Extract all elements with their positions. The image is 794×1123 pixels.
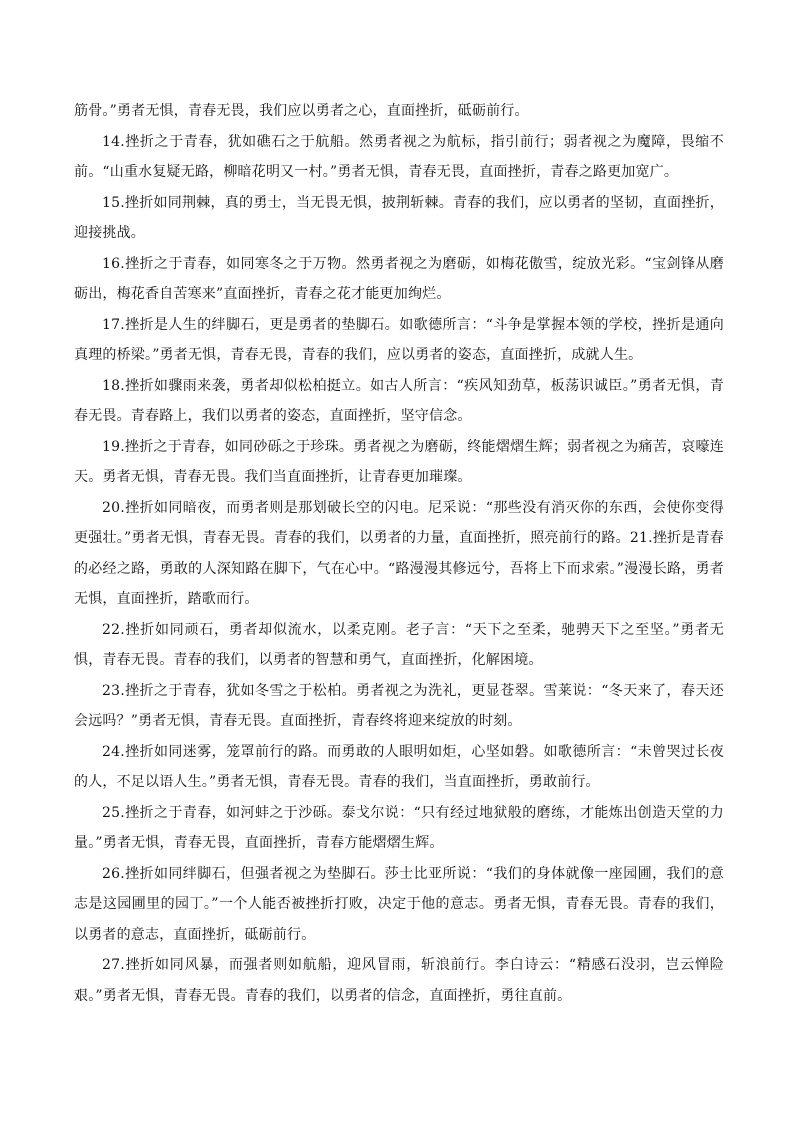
paragraph-22: 22.挫折如同顽石，勇者却似流水，以柔克刚。老子言：“天下之至柔，驰骋天下之至坚。”勇者无惧，青春无畏。青春的我们，以勇者的智慧和勇气，直面挫折，化解困境。 <box>74 621 724 668</box>
paragraph-24: 24.挫折如同迷雾，笼罩前行的路。而勇敢的人眼明如炬，心坚如磐。如歌德所言：“未曾哭过长夜的人，不足以语人生。”勇者无惧，青春无畏。青春的我们，当直面挫折，勇敢前行。 <box>74 743 724 790</box>
paragraph-continuation: 筋骨。”勇者无惧，青春无畏，我们应以勇者之心，直面挫折，砥砺前行。 <box>74 103 529 119</box>
paragraph-25: 25.挫折之于青春，如河蚌之于沙砾。泰戈尔说：“只有经过地狱般的磨练，才能炼出创造天堂的力量。”勇者无惧，青春无畏，直面挫折，青春方能熠熠生辉。 <box>74 804 724 851</box>
paragraph-17: 17.挫折是人生的绊脚石，更是勇者的垫脚石。如歌德所言：“斗争是掌握本领的学校，挫折是通向真理的桥梁。”勇者无惧，青春无畏，青春的我们，应以勇者的姿态，直面挫折，成就人生。 <box>74 316 724 363</box>
paragraph-20-21: 20.挫折如同暗夜，而勇者则是那划破长空的闪电。尼采说：“那些没有消灭你的东西，会使你变得更强壮。”勇者无惧，青春无畏。青春的我们，以勇者的力量，直面挫折，照亮前行的路。21.挫折是青春的必经之路，勇敢的人深知路在脚下，气在心中。“路漫漫其修远兮，吾将上下而求索。”漫漫长路，勇者无惧，直面挫折，踏歌而行。 <box>74 499 724 607</box>
paragraph-14: 14.挫折之于青春，犹如礁石之于航船。然勇者视之为航标，指引前行；弱者视之为魔障，畏缩不前。“山重水复疑无路，柳暗花明又一村。”勇者无惧，青春无畏，直面挫折，青春之路更加宽广。 <box>74 133 724 180</box>
paragraph-23: 23.挫折之于青春，犹如冬雪之于松柏。勇者视之为洗礼，更显苍翠。雪莱说：“冬天来了，春天还会远吗？”勇者无惧，青春无畏。直面挫折，青春终将迎来绽放的时刻。 <box>74 682 724 729</box>
paragraph-26: 26.挫折如同绊脚石，但强者视之为垫脚石。莎士比亚所说：“我们的身体就像一座园圃，我们的意志是这园圃里的园丁。”一个人能否被挫折打败，决定于他的意志。勇者无惧，青春无畏。青春的我们，以勇者的意志，直面挫折，砥砺前行。 <box>74 865 724 943</box>
paragraph-15: 15.挫折如同荆棘，真的勇士，当无畏无惧，披荆斩棘。青春的我们，应以勇者的坚韧，直面挫折，迎接挑战。 <box>74 194 724 241</box>
paragraph-27: 27.挫折如同风暴，而强者则如航船，迎风冒雨，斩浪前行。李白诗云：“精感石没羽，岂云惮险艰。”勇者无惧，青春无畏。青春的我们，以勇者的信念，直面挫折，勇往直前。 <box>74 957 724 1004</box>
paragraph-18: 18.挫折如骤雨来袭，勇者却似松柏挺立。如古人所言：“疾风知劲草，板荡识诚臣。”勇者无惧，青春无畏。青春路上，我们以勇者的姿态，直面挫折，坚守信念。 <box>74 377 724 424</box>
paragraph-16: 16.挫折之于青春，如同寒冬之于万物。然勇者视之为磨砺，如梅花傲雪，绽放光彩。“宝剑锋从磨砺出，梅花香自苦寒来”直面挫折，青春之花才能更加绚烂。 <box>74 255 724 302</box>
paragraph-19: 19.挫折之于青春，如同砂砾之于珍珠。勇者视之为磨砺，终能熠熠生辉；弱者视之为痛苦，哀嚎连天。勇者无惧，青春无畏。我们当直面挫折，让青春更加璀璨。 <box>74 438 724 485</box>
document-page <box>74 96 724 1011</box>
